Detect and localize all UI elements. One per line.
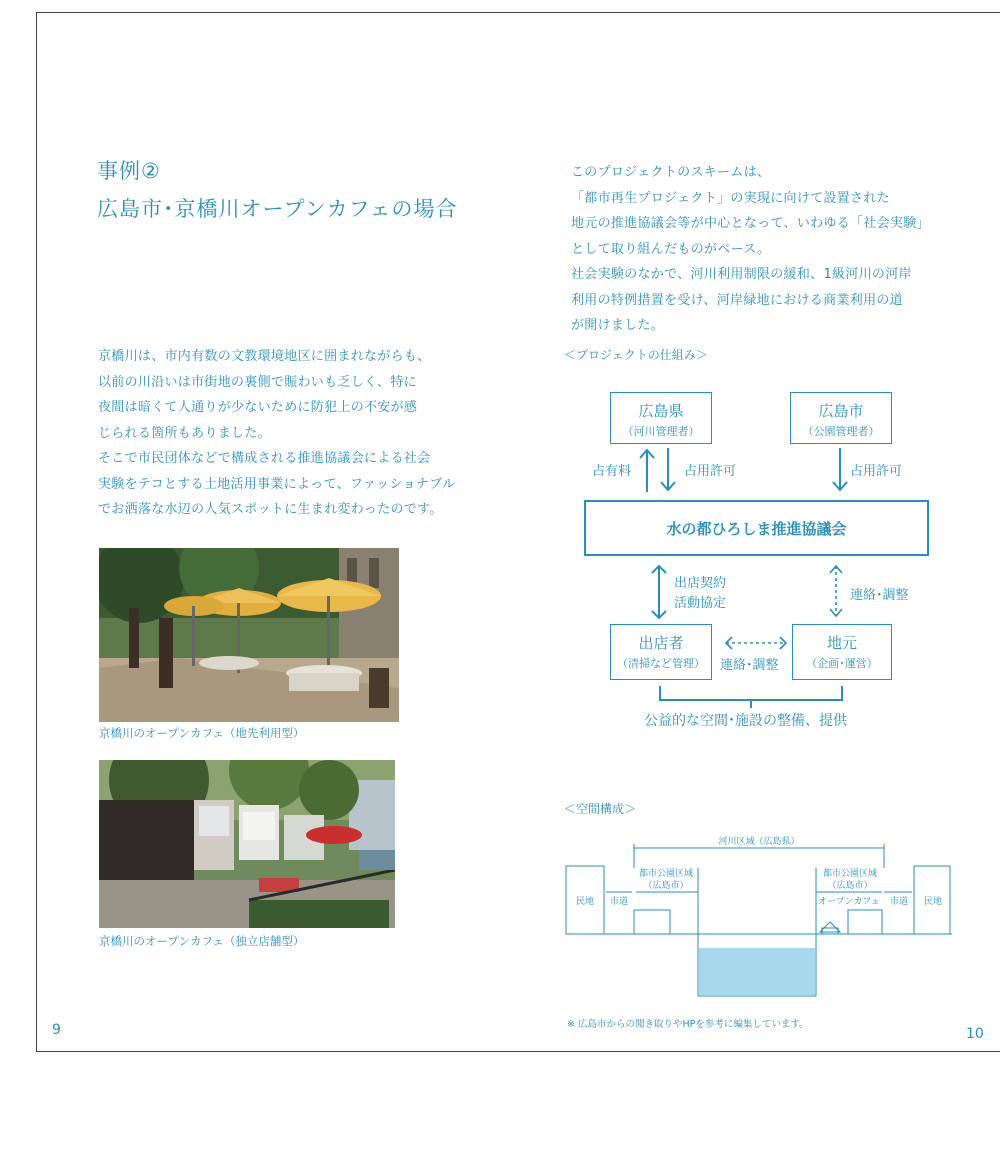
city-role: （公園管理者） (802, 425, 880, 438)
space-heading: ＜空間構成＞ (564, 802, 637, 816)
label-contract-line2: 活動協定 (674, 596, 727, 611)
text-line: 地元の推進協議会等が中心となって、いわゆる「社会実験」 (571, 216, 930, 231)
text-line: 利用の特例措置を受け、河岸緑地における商業利用の道 (571, 292, 903, 308)
photo2-caption: 京橋川のオープンカフェ（独立店舗型） (99, 934, 305, 948)
text-line: 実験をテコとする土地活用事業によって、ファッショナブル (98, 476, 456, 492)
text-line: 夜間は暗くて人通りが少ないために防犯上の不安が感 (98, 400, 418, 415)
text-line: 以前の川沿いは市街地の裏側で賑わいも乏しく、特に (98, 374, 417, 390)
open-cafe-label: オープンカフェ (818, 897, 880, 907)
label-contact-bottom: 連絡･調整 (720, 658, 779, 673)
label-public: 公益的な空間･施設の整備、提供 (644, 713, 847, 729)
road-left-label: 市道 (609, 897, 628, 907)
label-fee: 占有料 (592, 464, 632, 479)
council-name: 水の都ひろしま推進協議会 (666, 520, 847, 538)
left-paragraph (98, 344, 498, 523)
page-number-left: 9 (52, 1022, 61, 1038)
park-right-line1: 都市公園区域 (822, 869, 877, 879)
river-zone-label: 河川区域（広島県） (718, 837, 800, 847)
text-line: でお洒落な水辺の人気スポットに生まれ変わったのです。 (98, 502, 443, 517)
photo1-caption: 京橋川のオープンカフェ（地先利用型） (99, 726, 305, 740)
park-right-label (816, 868, 884, 892)
shop-box (610, 624, 712, 680)
park-right-line2: （広島市） (827, 881, 873, 891)
label-contact-right: 連絡･調整 (850, 588, 909, 603)
label-permit-left: 占用許可 (684, 464, 737, 479)
text-line: このプロジェクトのスキームは、 (571, 165, 771, 180)
label-contract (674, 574, 726, 614)
city-box (790, 392, 892, 444)
shop-name: 出店者 (638, 634, 684, 652)
photo-riverside-cafe (99, 548, 399, 722)
text-line: として取り組んだものがベース。 (571, 241, 771, 257)
text-line: が開けました。 (571, 318, 665, 333)
park-left-line1: 都市公園区域 (638, 869, 693, 879)
park-left-line2: （広島市） (643, 881, 689, 891)
local-role: （企画･運営） (806, 657, 878, 670)
pref-role: （河川管理者） (622, 425, 700, 438)
shop-role: （清掃など管理） (617, 657, 705, 670)
text-line: そこで市民団体などで構成される推進協議会による社会 (98, 451, 431, 466)
text-line: 社会実験のなかで、河川利用制限の緩和、1級河川の河岸 (571, 267, 912, 282)
text-line: 京橋川は、市内有数の文教環境地区に囲まれながらも、 (98, 349, 431, 364)
road-right-label: 市道 (889, 897, 908, 907)
case-title (97, 152, 458, 228)
footnote: ※ 広島市からの聞き取りやHPを参考に編集しています。 (567, 1019, 809, 1030)
text-line: じられる箇所もありました。 (98, 425, 271, 441)
pref-name: 広島県 (638, 402, 684, 420)
case-name: 広島市･京橋川オープンカフェの場合 (97, 197, 458, 221)
photo-independent-shops (99, 760, 395, 928)
right-paragraph (571, 160, 991, 339)
private-left-label: 民地 (575, 897, 594, 907)
label-contract-line1: 出店契約 (674, 576, 727, 591)
space-section-drawing (564, 834, 954, 999)
park-left-label (634, 868, 698, 892)
city-name: 広島市 (818, 402, 864, 420)
pref-box (610, 392, 712, 444)
local-box (792, 624, 892, 680)
local-name: 地元 (826, 634, 857, 652)
case-number: 事例② (97, 159, 161, 183)
river-water (699, 948, 815, 995)
label-permit-right: 占用許可 (850, 464, 903, 479)
private-right-label: 民地 (923, 897, 942, 907)
scheme-diagram (560, 380, 980, 740)
scheme-heading: ＜プロジェクトの仕組み＞ (564, 348, 708, 362)
council-box (584, 500, 929, 556)
text-line: 「都市再生プロジェクト」の実現に向けて設置された (571, 190, 890, 206)
space-diagram (564, 834, 954, 999)
page-number-right: 10 (966, 1026, 984, 1042)
